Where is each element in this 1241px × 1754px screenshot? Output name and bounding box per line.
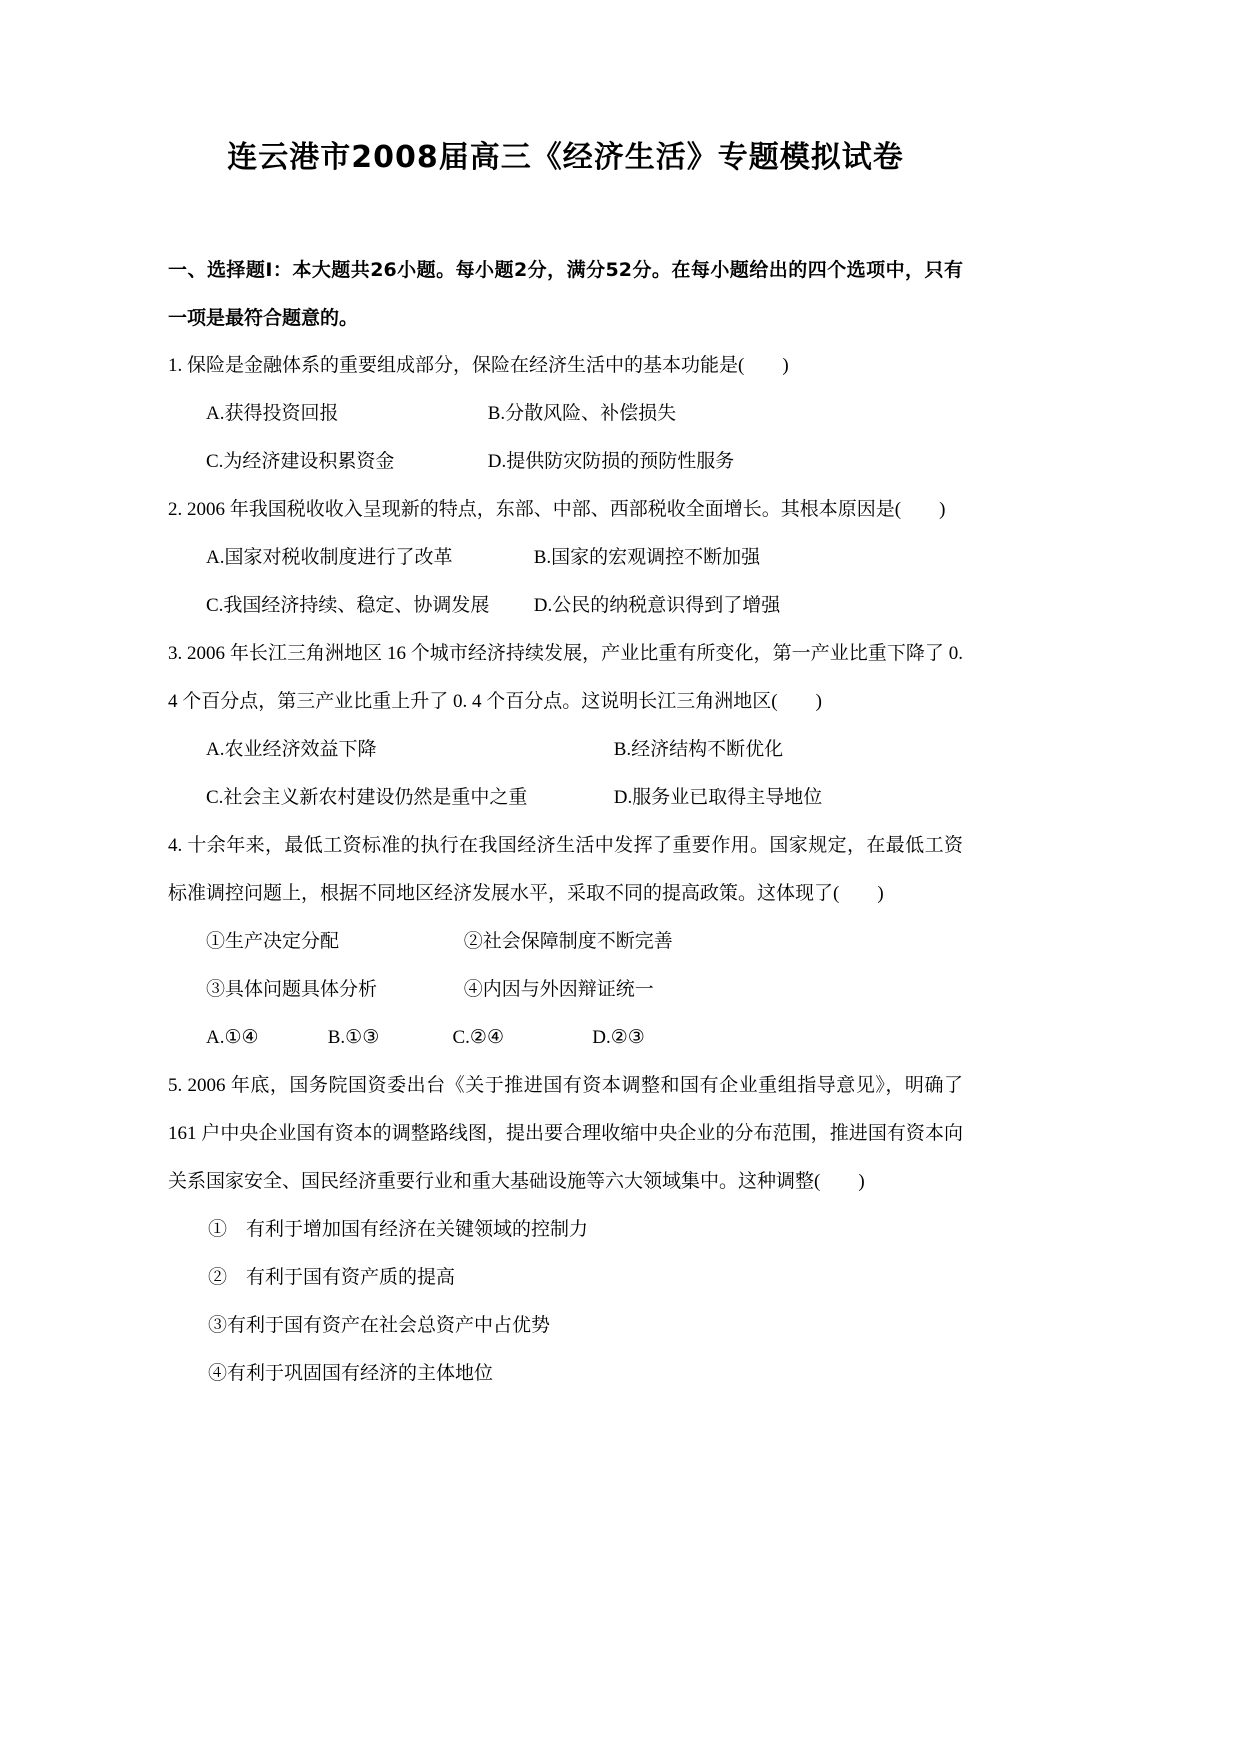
question-2-option-c: C.我国经济持续、稳定、协调发展 xyxy=(206,595,490,616)
question-2-stem: 2. 2006 年我国税收收入呈现新的特点，东部、中部、西部税收全面增长。其根本原因是( ) xyxy=(168,499,946,520)
question-4-answer-c: C.②④ xyxy=(452,1027,504,1048)
question-4-answer-row xyxy=(168,1014,963,1062)
question-3-option-d: D.服务业已取得主导地位 xyxy=(613,787,823,808)
question-5-item-4: ④有利于巩固国有经济的主体地位 xyxy=(208,1363,494,1384)
question-1-option-d: D.提供防灾防损的预防性服务 xyxy=(487,451,735,472)
question-1-option-a: A.获得投资回报 xyxy=(206,403,339,424)
question-4-stem: 4. 十余年来，最低工资标准的执行在我国经济生活中发挥了重要作用。国家规定，在最低工资标准调控问题上，根据不同地区经济发展水平，采取不同的提高政策。这体现了( ) xyxy=(168,835,963,904)
question-2-option-a: A.国家对税收制度进行了改革 xyxy=(206,547,453,568)
question-4 xyxy=(168,822,963,1062)
question-4-answer-b: B.①③ xyxy=(327,1027,380,1048)
question-1-option-b: B.分散风险、补偿损失 xyxy=(487,403,677,424)
question-5-item-1: ① 有利于增加国有经济在关键领域的控制力 xyxy=(208,1219,589,1240)
question-4-answer-a: A.①④ xyxy=(206,1027,259,1048)
question-1 xyxy=(168,342,963,486)
question-1-option-c: C.为经济建设积累资金 xyxy=(206,451,395,472)
question-3-option-c: C.社会主义新农村建设仍然是重中之重 xyxy=(206,787,528,808)
question-2-options-row-1 xyxy=(168,534,963,582)
question-2-option-d: D.公民的纳税意识得到了增强 xyxy=(533,595,781,616)
question-5-item-3: ③有利于国有资产在社会总资产中占优势 xyxy=(208,1315,551,1336)
question-2-options-row-2 xyxy=(168,582,963,630)
question-3 xyxy=(168,630,963,822)
question-4-item-1: ①生产决定分配 xyxy=(206,931,340,952)
question-1-stem: 1. 保险是金融体系的重要组成部分，保险在经济生活中的基本功能是( ) xyxy=(168,355,789,376)
question-4-item-3: ③具体问题具体分析 xyxy=(206,979,378,1000)
question-5 xyxy=(168,1062,963,1398)
question-3-option-a: A.农业经济效益下降 xyxy=(206,739,377,760)
question-1-options-row-1 xyxy=(168,390,963,438)
question-4-item-2: ②社会保障制度不断完善 xyxy=(463,931,673,952)
question-4-answer-d: D.②③ xyxy=(592,1027,645,1048)
document-title: 连云港市2008届高三《经济生活》专题模拟试卷 xyxy=(227,140,904,175)
section-instructions: 一、选择题I：本大题共26小题。每小题2分，满分52分。在每小题给出的四个选项中，只有一项是最符合题意的。 xyxy=(168,259,963,329)
question-3-stem: 3. 2006 年长江三角洲地区 16 个城市经济持续发展，产业比重有所变化，第一产业比重下降了 0. 4 个百分点，第三产业比重上升了 0. 4 个百分点。这说明长江三角洲地区( ) xyxy=(168,643,963,712)
question-4-item-4: ④内因与外因辩证统一 xyxy=(463,979,654,1000)
question-2-option-b: B.国家的宏观调控不断加强 xyxy=(533,547,761,568)
question-3-options-row-1 xyxy=(168,726,963,774)
question-3-option-b: B.经济结构不断优化 xyxy=(613,739,784,760)
document-content xyxy=(168,132,963,1398)
question-3-options-row-2 xyxy=(168,774,963,822)
question-2 xyxy=(168,486,963,630)
question-1-options-row-2 xyxy=(168,438,963,486)
question-4-items-row-2 xyxy=(168,966,963,1014)
question-5-stem: 5. 2006 年底，国务院国资委出台《关于推进国有资本调整和国有企业重组指导意见》，明确了 161 户中央企业国有资本的调整路线图，提出要合理收缩中央企业的分布范围，推进国有资本向关系国家安全、国民经济重要行业和重大基础设施等六大领域集中。这种调整( ) xyxy=(168,1075,963,1192)
question-5-item-2: ② 有利于国有资产质的提高 xyxy=(208,1267,456,1288)
question-4-items-row-1 xyxy=(168,918,963,966)
